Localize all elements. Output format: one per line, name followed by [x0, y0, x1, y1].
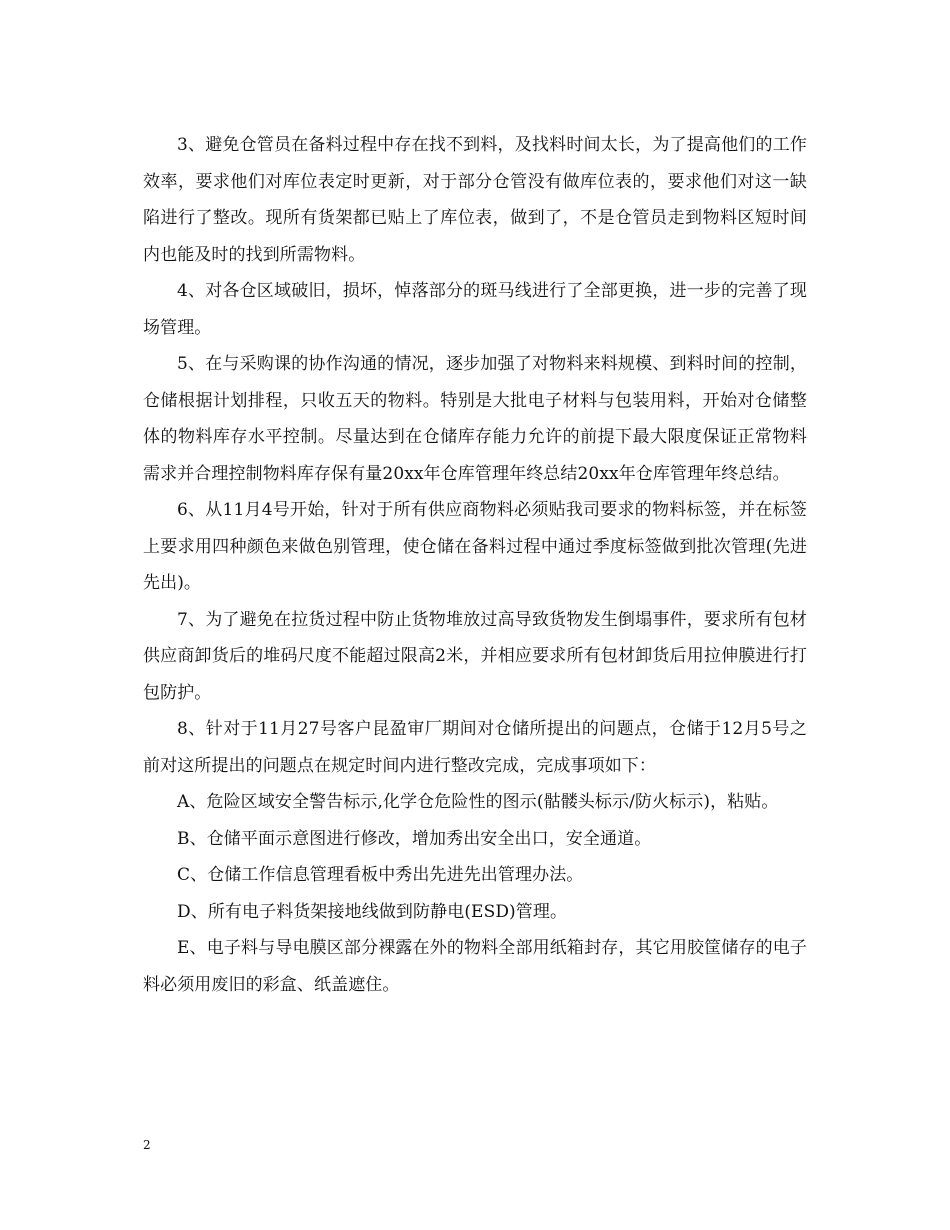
paragraph-item-5: 5、在与采购课的协作沟通的情况，逐步加强了对物料来料规模、到料时间的控制，仓储根据计划排程，只收五天的物料。特别是大批电子材料与包装用料，开始对仓储整体的物料库存水平控制。尽量达到在仓储库存能力允许的前提下最大限度保证正常物料需求并合理控制物料库存保有量20xx年仓库管理年终总结20xx年仓库管理年终总结。: [143, 354, 807, 484]
paragraph-sub-item-d: D、所有电子料货架接地线做到防静电(ESD)管理。: [177, 901, 568, 922]
paragraph-item-4: 4、对各仓区域破旧，损坏，悼落部分的斑马线进行了全部更换，进一步的完善了现场管理。: [143, 281, 807, 338]
paragraph-sub-item-c: C、仓储工作信息管理看板中秀出先进先出管理办法。: [177, 865, 584, 885]
paragraph-item-3: 3、避免仓管员在备料过程中存在找不到料，及找料时间太长，为了提高他们的工作效率，要求他们对库位表定时更新，对于部分仓管没有做库位表的，要求他们对这一缺陷进行了整改。现所有货架都已贴上了库位表，做到了，不是仓管员走到物料区短时间内也能及时的找到所需物料。: [143, 135, 807, 265]
page-number: 2: [143, 1138, 151, 1152]
body-text: [143, 127, 807, 1003]
paragraph-sub-item-a: A、危险区域安全警告标示,化学仓危险性的图示(骷髅头标示/防火标示)，粘贴。: [177, 792, 779, 812]
paragraph-sub-item-e: E、电子料与导电膜区部分裸露在外的物料全部用纸箱封存，其它用胶筐储存的电子料必须用废旧的彩盒、纸盖遮住。: [143, 938, 807, 995]
paragraph-item-7: 7、为了避免在拉货过程中防止货物堆放过高导致货物发生倒塌事件，要求所有包材供应商卸货后的堆码尺度不能超过限高2米，并相应要求所有包材卸货后用拉伸膜进行打包防护。: [143, 609, 807, 703]
paragraph-sub-item-b: B、仓储平面示意图进行修改，增加秀出安全出口，安全通道。: [177, 828, 652, 849]
paragraph-item-8: 8、针对于11月27号客户昆盈审厂期间对仓储所提出的问题点，仓储于12月5号之前对这所提出的问题点在规定时间内进行整改完成，完成事项如下：: [143, 719, 807, 776]
paragraph-item-6: 6、从11月4号开始，针对于所有供应商物料必须贴我司要求的物料标签，并在标签上要求用四种颜色来做色别管理，使仓储在备料过程中通过季度标签做到批次管理(先进先出)。: [143, 500, 807, 593]
